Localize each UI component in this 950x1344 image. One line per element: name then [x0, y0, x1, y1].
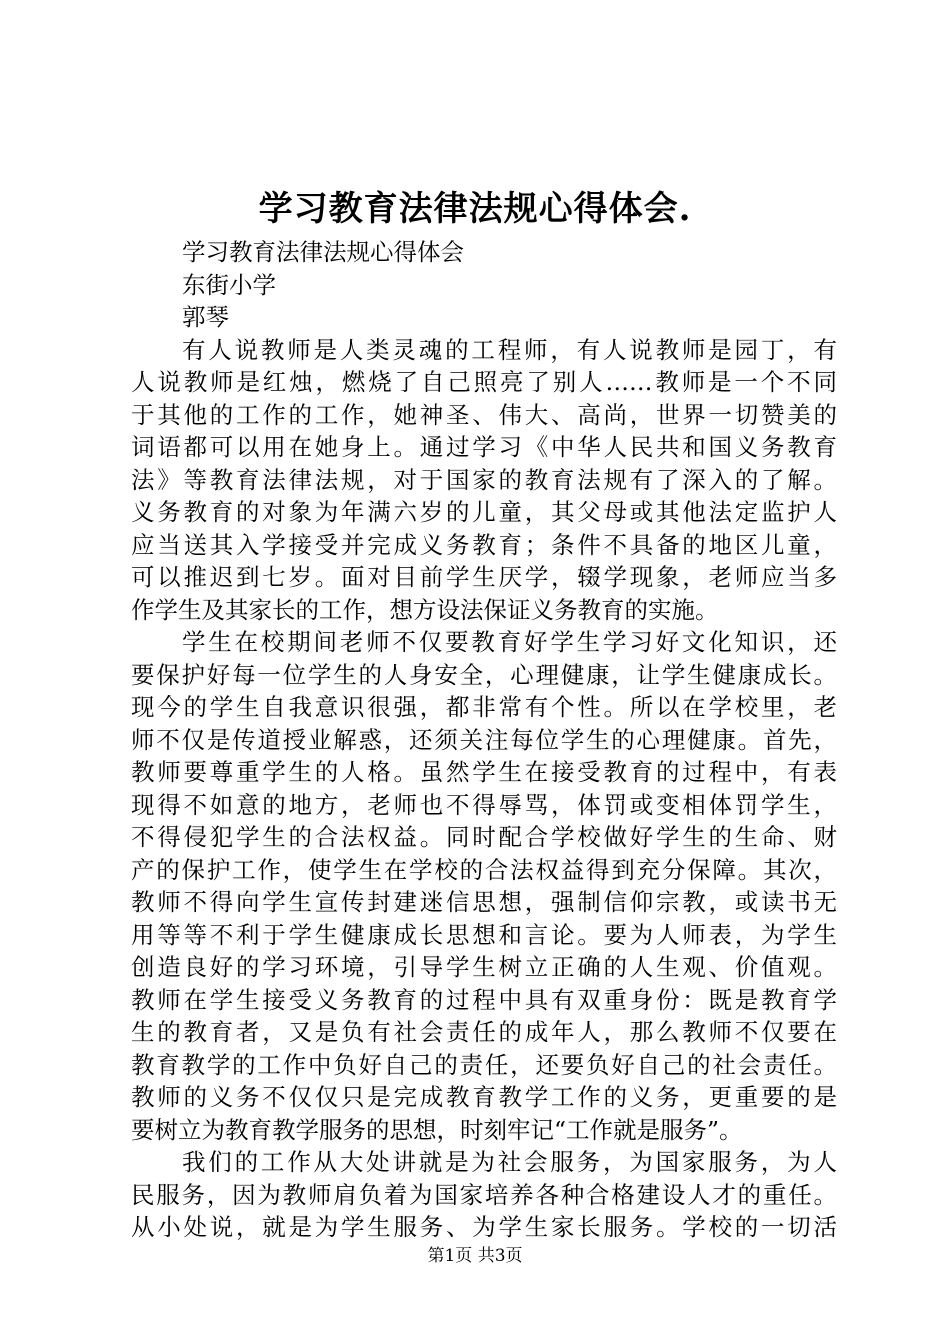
page-number-footer: 第1页 共3页 — [427, 1246, 523, 1266]
document-body — [131, 236, 837, 1244]
paragraph-line: 教师不得向学生宣传封建迷信思想，强制信仰宗教，或读书无 — [131, 888, 837, 916]
paragraph-line: 学生在校期间老师不仅要教育好学生学习好文化知识，还 — [182, 628, 837, 656]
paragraph-line: 用等等不利于学生健康成长思想和言论。要为人师表，为学生 — [131, 920, 837, 949]
paragraph-line: 教育教学的工作中负好自己的责任，还要负好自己的社会责任。 — [131, 1050, 837, 1079]
author-name-line: 郭琴 — [182, 303, 229, 331]
paragraph-line: 从小处说，就是为学生服务、为学生家长服务。学校的一切活 — [131, 1213, 837, 1241]
paragraph-line: 教师要尊重学生的人格。虽然学生在接受教育的过程中，有表 — [131, 758, 837, 786]
paragraph-3 — [131, 1146, 837, 1244]
paragraph-line: 教师的义务不仅仅只是完成教育教学工作的义务，更重要的是 — [131, 1083, 837, 1111]
paragraph-line: 产的保护工作，使学生在学校的合法权益得到充分保障。其次， — [131, 855, 837, 884]
paragraph-line: 要树立为教育教学服务的思想，时刻牢记“工作就是服务”。 — [131, 1115, 743, 1144]
paragraph-line: 我们的工作从大处讲就是为社会服务，为国家服务，为人 — [182, 1148, 837, 1176]
paragraph-line: 教师在学生接受义务教育的过程中具有双重身份：既是教育学 — [131, 985, 837, 1014]
paragraph-line: 义务教育的对象为年满六岁的儿童，其父母或其他法定监护人 — [131, 498, 837, 526]
paragraph-2 — [131, 626, 837, 1146]
paragraph-line: 生的教育者，又是负有社会责任的成年人，那么教师不仅要在 — [131, 1018, 837, 1046]
paragraph-line: 法》等教育法律法规，对于国家的教育法规有了深入的了解。 — [131, 465, 837, 494]
paragraph-line: 于其他的工作的工作，她神圣、伟大、高尚，世界一切赞美的 — [131, 400, 837, 429]
paragraph-line: 有人说教师是人类灵魂的工程师，有人说教师是园丁，有 — [182, 335, 837, 364]
paragraph-line: 现得不如意的地方，老师也不得辱骂，体罚或变相体罚学生， — [131, 790, 837, 819]
paragraph-1 — [131, 334, 837, 627]
paragraph-line: 创造良好的学习环境，引导学生树立正确的人生观、价值观。 — [131, 953, 837, 981]
document-title: 学习教育法律法规心得体会. — [258, 189, 692, 229]
subtitle-line: 学习教育法律法规心得体会 — [182, 238, 464, 266]
paragraph-line: 师不仅是传道授业解惑，还须关注每位学生的心理健康。首先， — [131, 725, 837, 754]
paragraph-line: 可以推迟到七岁。面对目前学生厌学，辍学现象，老师应当多 — [131, 563, 837, 591]
paragraph-line: 要保护好每一位学生的人身安全，心理健康，让学生健康成长。 — [131, 660, 837, 689]
paragraph-line: 民服务，因为教师肩负着为国家培养各种合格建设人才的重任。 — [131, 1180, 837, 1209]
paragraph-line: 人说教师是红烛，燃烧了自己照亮了别人……教师是一个不同 — [131, 368, 837, 396]
school-name-line: 东街小学 — [182, 270, 276, 299]
paragraph-line: 现今的学生自我意识很强，都非常有个性。所以在学校里，老 — [131, 693, 837, 721]
paragraph-line: 作学生及其家长的工作，想方设法保证义务教育的实施。 — [131, 595, 719, 624]
paragraph-line: 词语都可以用在她身上。通过学习《中华人民共和国义务教育 — [131, 433, 837, 461]
paragraph-line: 应当送其入学接受并完成义务教育；条件不具备的地区儿童， — [131, 530, 837, 559]
paragraph-line: 不得侵犯学生的合法权益。同时配合学校做好学生的生命、财 — [131, 823, 837, 851]
